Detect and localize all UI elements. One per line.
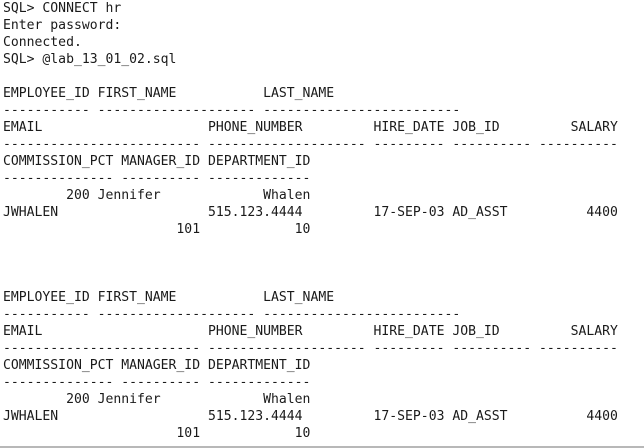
result2-separator-row3: -------------- ---------- ------------- xyxy=(3,375,311,390)
prompt-connect-command: SQL> CONNECT hr xyxy=(3,1,122,16)
result1-data-row2: JWHALEN 515.123.4444 17-SEP-03 AD_ASST 4400 xyxy=(3,205,618,220)
result2-data-row3: 101 10 xyxy=(3,426,311,441)
password-prompt: Enter password: xyxy=(3,18,122,33)
result2-separator-row1: ----------- -------------------- ------------------------- xyxy=(3,307,461,322)
result2-header-row3: COMMISSION_PCT MANAGER_ID DEPARTMENT_ID xyxy=(3,358,311,373)
result1-separator-row3: -------------- ---------- ------------- xyxy=(3,171,311,186)
result2-header-row2: EMAIL PHONE_NUMBER HIRE_DATE JOB_ID SALARY xyxy=(3,324,618,339)
result1-header-row1: EMPLOYEE_ID FIRST_NAME LAST_NAME xyxy=(3,86,335,101)
result1-header-row3: COMMISSION_PCT MANAGER_ID DEPARTMENT_ID xyxy=(3,154,311,169)
result1-separator-row1: ----------- -------------------- ------------------------- xyxy=(3,103,461,118)
terminal-output xyxy=(3,0,618,442)
result2-data-row2: JWHALEN 515.123.4444 17-SEP-03 AD_ASST 4400 xyxy=(3,409,618,424)
result2-separator-row2: ------------------------- -------------------- --------- ---------- ---------- xyxy=(3,341,618,356)
prompt-run-script: SQL> @lab_13_01_02.sql xyxy=(3,52,177,67)
connection-status: Connected. xyxy=(3,35,82,50)
result1-header-row2: EMAIL PHONE_NUMBER HIRE_DATE JOB_ID SALARY xyxy=(3,120,618,135)
result2-header-row1: EMPLOYEE_ID FIRST_NAME LAST_NAME xyxy=(3,290,335,305)
blank-line xyxy=(3,68,618,85)
blank-line xyxy=(3,238,618,255)
blank-line xyxy=(3,255,618,272)
result1-data-row3: 101 10 xyxy=(3,222,311,237)
result2-data-row1: 200 Jennifer Whalen xyxy=(3,392,311,407)
result1-separator-row2: ------------------------- -------------------- --------- ---------- ---------- xyxy=(3,137,618,152)
result1-data-row1: 200 Jennifer Whalen xyxy=(3,188,311,203)
blank-line xyxy=(3,272,618,289)
